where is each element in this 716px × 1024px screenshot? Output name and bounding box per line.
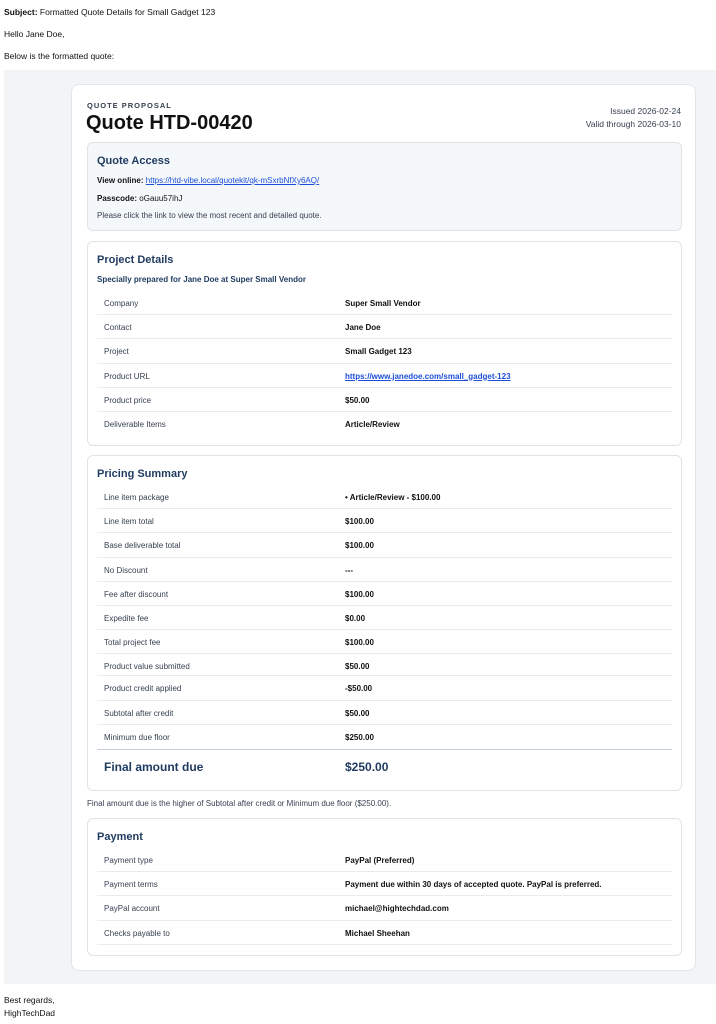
payment-heading: Payment: [97, 831, 143, 843]
subject-label: Subject:: [4, 7, 38, 17]
quote-eyebrow: QUOTE PROPOSAL: [87, 101, 172, 110]
quote-card: [71, 84, 696, 971]
table-row: [97, 630, 672, 654]
row-value: Article/Review: [345, 419, 400, 429]
row-label: Product value submitted: [104, 662, 190, 672]
pricing-summary-section: [87, 455, 682, 791]
payment-section: [87, 818, 682, 956]
quote-access-section: [87, 142, 682, 231]
project-details-section: [87, 241, 682, 446]
table-row: [97, 701, 672, 725]
row-label: Company: [104, 299, 139, 308]
final-amount-value: $250.00: [345, 759, 389, 774]
row-label: Deliverable Items: [104, 419, 166, 429]
row-value: Small Gadget 123: [345, 347, 412, 357]
table-row: [97, 388, 672, 412]
row-label: Contact: [104, 323, 132, 333]
row-value: $50.00: [345, 662, 370, 672]
greeting: Hello Jane Doe,: [4, 29, 65, 39]
product-url-link[interactable]: https://www.janedoe.com/small_gadget-123: [345, 371, 511, 381]
issued-date: Issued 2026-02-24: [610, 106, 681, 116]
row-value: PayPal (Preferred): [345, 856, 415, 865]
row-value: $250.00: [345, 732, 374, 742]
row-value: $0.00: [345, 613, 366, 623]
project-details-table: [97, 291, 672, 436]
table-row: [97, 315, 672, 339]
row-label: Product price: [104, 395, 152, 405]
final-amount-label: Final amount due: [104, 759, 204, 774]
subject-text: Formatted Quote Details for Small Gadget 123: [39, 7, 216, 17]
table-row: [97, 676, 672, 700]
pricing-summary-heading: Pricing Summary: [97, 468, 188, 480]
payment-table: [97, 848, 672, 945]
row-value: Super Small Vendor: [345, 299, 421, 308]
row-label: Base deliverable total: [104, 541, 181, 551]
row-value: $100.00: [345, 638, 374, 648]
row-label: No Discount: [104, 565, 148, 575]
final-amount-note: Final amount due is the higher of Subtotal after credit or Minimum due floor ($250.00).: [87, 799, 392, 808]
table-row: [97, 412, 672, 436]
row-value: ---: [345, 565, 353, 575]
table-row: [97, 364, 672, 388]
row-label: Expedite fee: [104, 613, 149, 623]
table-row: [97, 558, 672, 582]
row-value: $100.00: [345, 517, 374, 527]
passcode-value: oGauu57ihJ: [139, 194, 183, 203]
quote-dates: [586, 105, 681, 131]
table-row: [97, 533, 672, 557]
row-label: Product credit applied: [104, 684, 182, 694]
row-label: Payment type: [104, 856, 153, 865]
row-label: Fee after discount: [104, 589, 169, 599]
signoff-text: Best regards,: [4, 995, 55, 1005]
row-value: Payment due within 30 days of accepted quote. PayPal is preferred.: [345, 880, 602, 890]
view-online-line: [97, 176, 319, 185]
row-value: [345, 372, 511, 381]
table-row: [97, 921, 672, 945]
intro-text: Below is the formatted quote:: [4, 51, 115, 61]
row-label: Minimum due floor: [104, 732, 170, 742]
table-row: [97, 896, 672, 920]
table-row: [97, 872, 672, 896]
table-row: [97, 509, 672, 533]
table-row: [97, 848, 672, 872]
table-row: [97, 291, 672, 315]
row-value: -$50.00: [345, 684, 373, 694]
row-value: $100.00: [345, 589, 374, 599]
row-value: michael@hightechdad.com: [345, 904, 449, 914]
table-row: [97, 725, 672, 749]
row-label: PayPal account: [104, 904, 160, 914]
pricing-table: [97, 485, 672, 781]
view-online-label: View online:: [97, 176, 144, 185]
table-row: [97, 339, 672, 363]
row-label: Line item total: [104, 517, 154, 527]
table-row: [97, 654, 672, 676]
row-value: $100.00: [345, 541, 374, 551]
valid-through-date: Valid through 2026-03-10: [585, 119, 681, 129]
row-label: Checks payable to: [104, 928, 170, 938]
signature: HighTechDad: [4, 1008, 56, 1018]
table-row: [97, 485, 672, 509]
row-label: Product URL: [104, 371, 150, 381]
project-subheading: Specially prepared for Jane Doe at Super Small Vendor: [97, 275, 306, 284]
row-label: Project: [104, 347, 129, 357]
table-row: [97, 582, 672, 606]
row-label: Payment terms: [104, 880, 158, 890]
row-label: Line item package: [104, 493, 169, 502]
signoff: [4, 994, 55, 1020]
table-row: [97, 606, 672, 630]
row-value: • Article/Review - $100.00: [345, 493, 441, 502]
row-label: Total project fee: [104, 638, 161, 648]
row-value: Jane Doe: [345, 323, 381, 333]
row-value: $50.00: [345, 395, 370, 405]
row-label: Subtotal after credit: [104, 708, 174, 718]
view-online-link[interactable]: https://htd-vibe.local/quotekit/qk-mSxrbNfXy6AQ/: [145, 176, 320, 185]
row-value: Michael Sheehan: [345, 928, 410, 938]
row-value: $50.00: [345, 708, 370, 718]
project-details-heading: Project Details: [97, 254, 174, 266]
quote-title: Quote HTD-00420: [86, 112, 253, 134]
final-amount-row: [97, 749, 672, 781]
passcode-label: Passcode:: [97, 194, 138, 203]
passcode-line: [97, 194, 182, 203]
access-instruction: Please click the link to view the most recent and detailed quote.: [97, 211, 322, 220]
email-subject: [4, 7, 215, 17]
quote-access-heading: Quote Access: [97, 155, 170, 167]
